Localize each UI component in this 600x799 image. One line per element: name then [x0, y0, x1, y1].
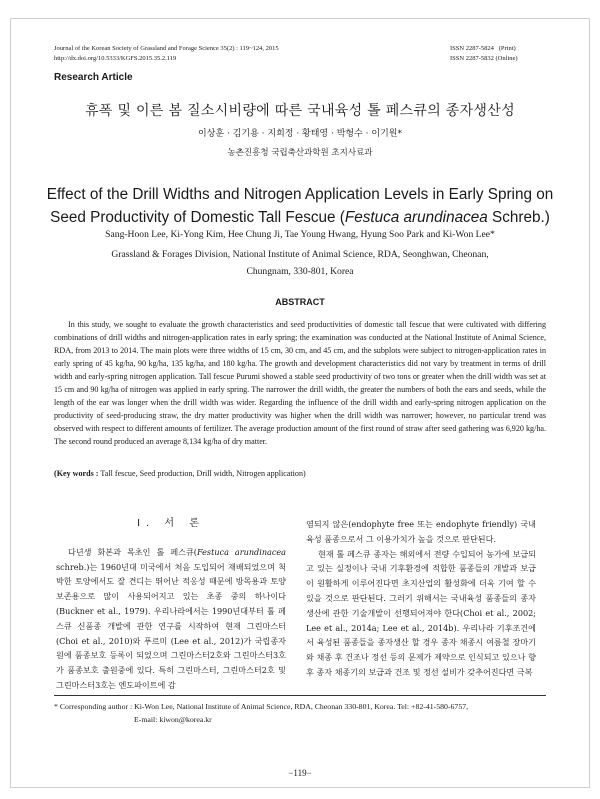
- issn-block: [450, 44, 546, 64]
- issn-online: ISSN 2287-5832 (Online): [450, 55, 518, 62]
- body-right-column: [306, 517, 536, 680]
- korean-title: 휴폭 및 이른 봄 질소시비량에 따른 국내육성 톨 페스큐의 종자생산성: [85, 103, 515, 119]
- body-paragraph: 현재 톨 페스큐 종자는 해외에서 전량 수입되어 농가에 보급되고 있는 실정이나 국내 기후환경에 적합한 품종들의 개발과 보급이 원활하게 이루어진다면 초지산업의 활성화에 더욱 기여 할 수 있을 것으로 판단된다. 그러기 위해서는 국내육성 품종들의 종자생산에 관한 기술개발이 선행되어져야 한다(Choi et al., 2002; Lee et al., 2014a; Lee et al., 2014b). 우리나라 기후조건에서 육성된 품종들을 종자생산 할 경우 종자 채종시 여름철 장마기와 채종 후 건조나 정선 등의 문제가 제약으로 인식되고 있으나 향후 종자 채종기의 보급과 건조 및 정선 설비가 갖추어진다면 극복: [306, 548, 536, 677]
- keywords: [54, 468, 546, 480]
- english-title-line1: Effect of the Drill Widths and Nitrogen Application Levels in Early Spring on: [46, 186, 554, 203]
- abstract-text: In this study, we sought to evaluate the growth characteristics and seed productivities of domestic tall fescue that were cultivated with differing combinations of drill widths and nitrogen-application rates in early spring; the examination was conducted at the National Institute of Animal Science, RDA, from 2013 to 2014. The main plots were three widths of 15 cm, 30 cm, and 45 cm, and the subplots were subject to nitrogen-application rates in early spring of 45 kg/ha, 90 kg/ha, 135 kg/ha, and 180 kg/ha. The growth and development characteristics did not vary by treatment in terms of drill width and early-spring nitrogen application. Tall fescue Purumi showed a stable seed productivity of two tons or greater when the drill width was set at 15 cm and 90 kg/ha of nitrogen was applied in early spring. The narrower the drill width, the greater the numbers of both the ears and seeds, while the length of the ear was longer when the drill width was wider. Regarding the influence of the drill width and early-spring nitrogen application on the productivity of seed-producing straw, the dry matter productivity was higher when the drill width was narrower; however, no particular trend was observed with respect to different amounts of fertilizer. The average production amount of the first round of straw after seed gathering was 6,920 kg/ha. The second round produced an average 8,134 kg/ha of dry matter.: [54, 320, 546, 446]
- body-paragraph: [56, 545, 286, 693]
- body-left-column: [56, 517, 286, 693]
- english-affiliation: [0, 246, 600, 280]
- title-part: Seed Productivity of Domestic Tall Fescue (: [50, 209, 345, 226]
- footnote-line: * Corresponding author : Ki-Won Lee, National Institute of Animal Science, RDA, Cheonan 330-801, Korea. Tel: +82-41-580-6757,: [54, 702, 469, 711]
- english-title: [0, 183, 600, 229]
- section-heading: Ⅰ. 서 론: [137, 518, 205, 529]
- english-title-line2: [0, 206, 600, 229]
- title-part: Schreb.): [487, 209, 550, 226]
- english-authors: Sang-Hoon Lee, Ki-Yong Kim, Hee Chung Ji, Tae Young Hwang, Hyung Soo Park and Ki-Won Lee*: [105, 229, 495, 240]
- abstract-heading: ABSTRACT: [275, 297, 325, 307]
- korean-authors: 이상훈 · 김기용 · 지희정 · 황태영 · 박형수 · 이기원*: [198, 129, 402, 139]
- affiliation-line: Chungnam, 330-801, Korea: [246, 266, 354, 277]
- journal-citation: Journal of the Korean Society of Grassland and Forage Science 35(2) : 119~124, 2015: [54, 45, 279, 52]
- issn-print: ISSN 2287-5824 (Print): [450, 45, 516, 52]
- species-name: Festuca arundinacea: [196, 546, 287, 557]
- doi-link[interactable]: http://dx.doi.org/10.5333/KGFS.2015.35.2.119: [54, 55, 177, 62]
- keywords-list: Tall fescue, Seed production, Drill width, Nitrogen application): [98, 469, 306, 478]
- footnote-divider: [54, 695, 546, 696]
- affiliation-line: Grassland & Forages Division, National Institute of Animal Science, RDA, Seonghwan, Cheonan,: [111, 249, 489, 260]
- keywords-label: (Key words :: [54, 469, 99, 478]
- journal-header: [54, 44, 546, 64]
- footnote: [54, 700, 546, 726]
- korean-affiliation: 농촌진흥청 국립축산과학원 초지사료과: [227, 148, 373, 158]
- page-number: −119−: [288, 768, 312, 778]
- footnote-email[interactable]: E-mail: kiwon@korea.kr: [134, 715, 212, 724]
- species-name: Festuca arundinacea: [344, 209, 488, 226]
- text-run: 다년생 화본과 목초인 톨 페스큐(: [68, 546, 197, 557]
- article-type: Research Article: [54, 72, 133, 83]
- text-run: schreb.)는 1960년대 미국에서 처음 도입되어 재배되었으며 척박한 토양에서도 잘 견디는 뛰어난 적응성 때문에 방목용과 토양보존용으로 많이 사용되어지고 있는 초종 중의 하나이다(Buckner et al., 1979). 우리나라에서는 1990년대부터 톨 페스큐 신품종 개발에 관한 연구를 시작하여 현재 그린마스터 (Choi et al., 2010)와 푸르미 (Lee et al., 2012)가 국립종자원에 품종보호 등록이 되었으며 그린마스터2호와 그린마스터3호가 품종보호 출원중에 있다. 특히 그린마스터, 그린마스터2호 및 그린마스터3호는 엔도파이트에 감: [56, 561, 286, 690]
- body-paragraph: 염되지 않은(endophyte free 또는 endophyte friendly) 국내육성 품종으로서 그 이용가치가 높을 것으로 판단된다.: [306, 519, 536, 544]
